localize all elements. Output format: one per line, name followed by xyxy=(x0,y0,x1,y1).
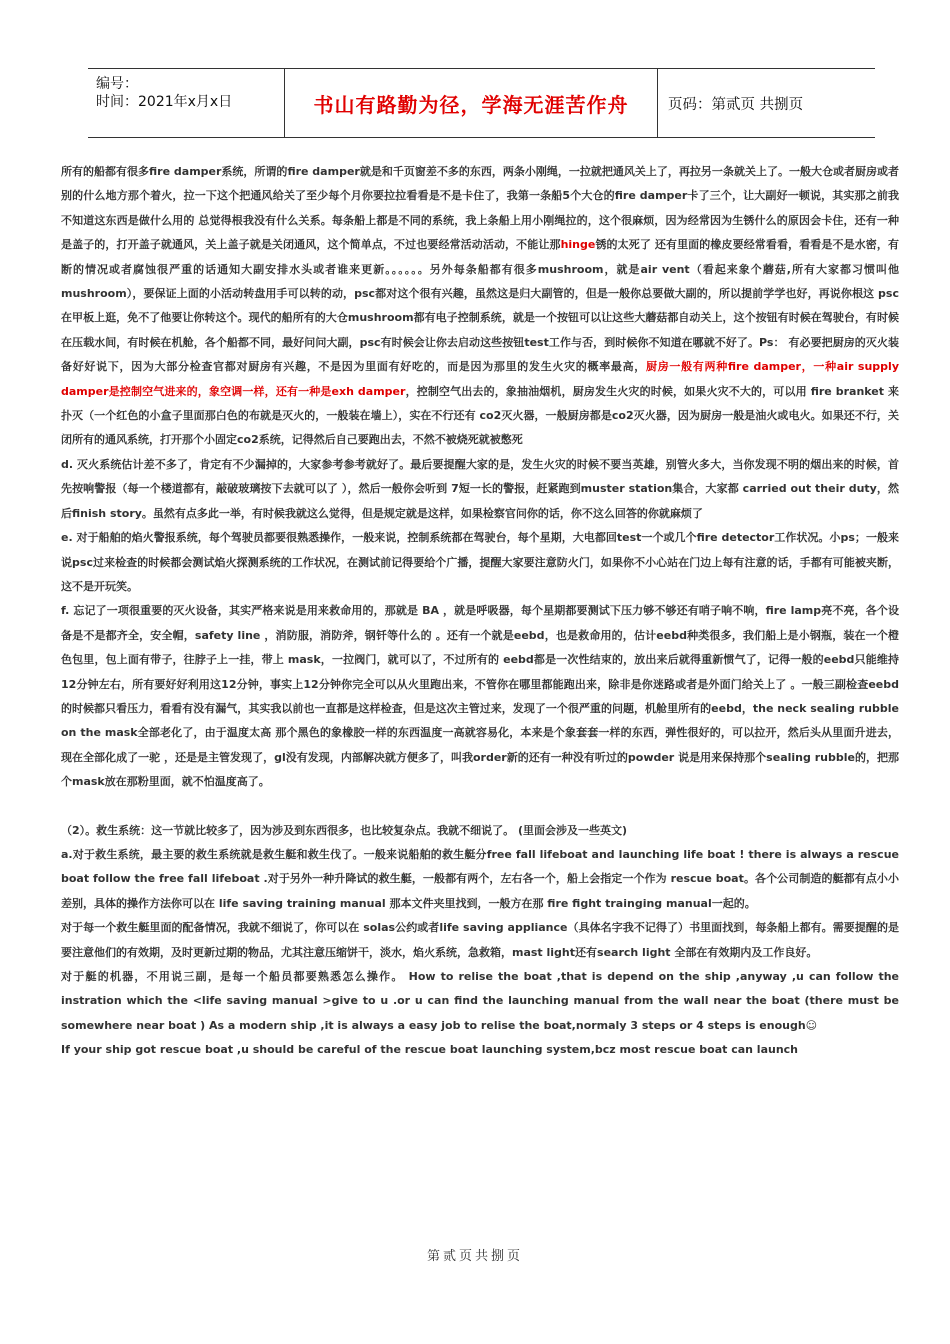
header-motto: 书山有路勤为径，学海无涯苦作舟 xyxy=(313,92,629,117)
body-paragraph xyxy=(61,160,899,453)
body-paragraph xyxy=(61,599,899,794)
document-number-label: 编号： xyxy=(96,76,138,92)
paragraph-text: 对于每一个救生艇里面的配备情况，我就不细说了，你可以在 solas公约或者life saving appliance（具体名字我不记得了）书里面找到，每条船上都有。需要提醒的是要注意他们的有效期，及时更新过期的物品，尤其注意压缩饼干，淡水，焰火系统，急救箱，mast light还有search light 全部在有效期内及工作良好。 xyxy=(61,921,899,959)
paragraph-text: a.对于救生系统，最主要的救生系统就是救生艇和救生伐了。一般来说船舶的救生艇分free fall lifeboat and launching life boat ! there is always a rescue boat follow the free fall lifeboat .对于另外一种升降试的救生艇，一般都有两个，左右各一个，船上会指定一个作为 rescue boat。各个公司制造的艇都有点小小差别，具体的操作方法你可以在 life saving training manual 那本文件夹里找到，一般方在那 fire fight trainging manual一起的。 xyxy=(61,847,899,910)
paragraph-text: 对于艇的机器，不用说三副，是每一个船员都要熟悉怎么操作。 How to relise the boat ,that is depend on the ship ,anyway ,u can follow the instration which the <life saving manual >give to u .or u can find the launching manual from the wall near the boat (there must be somewhere near boat ) As a modern ship ,it is always a easy job to relise the boat,normaly 3 steps or 4 steps is enough☺ xyxy=(61,970,899,1032)
document-body xyxy=(61,160,899,1063)
body-paragraph xyxy=(61,526,899,599)
body-paragraph xyxy=(61,916,899,965)
body-paragraph xyxy=(61,819,899,843)
paragraph-text: 所有的船都有很多fire damper系统，所谓的fire damper就是和千页窗差不多的东西，两条小刚绳，一拉就把通风关上了，再拉另一条就关上了。一般大仓或者厨房或者别的什么地方那个着火，拉一下这个把通风给关了至少每个月你要拉拉看看是不是卡住了，我第一条船5个大仓的fire damper卡了三个，让大副好一顿说，其实那之前我不知道这东西是做什么用的 总觉得根我没有什么关系。每条船上都是不同的系统，我上条船上用小刚绳拉的，这个很麻烦，因为经常因为生锈什么的原因会卡住，还有一种是盖子的，打开盖子就通风，关上盖子就是关闭通风，这个简单点，不过也要经常活动活动，不能让那 xyxy=(61,165,899,252)
document-header-table xyxy=(88,68,875,138)
body-paragraph xyxy=(61,1038,899,1062)
header-meta-cell xyxy=(88,69,285,137)
paragraph-text: ，控制空气出去的，象抽油烟机，厨房发生火灾的时候，如果火灾不大的，可以用 fire branket 来扑灭（一个红色的小盒子里面那白色的布就是灭火的，一般装在墙上），实在不行还有 co2灭火器，一般厨房都是co2灭火器，因为厨房一般是油火或电火。如果还不行，关闭所有的通风系统，打开那个小固定co2系统，记得然后自己要跑出去，不然不被烧死就被憋死 xyxy=(61,384,899,447)
document-date-label: 时间：2021年x月x日 xyxy=(96,94,233,110)
highlighted-text: 厨房一般有两种fire damper，一种air supply damper是控制空气进来的，象空调一样，还有一种是exh damper xyxy=(61,360,899,398)
body-paragraph xyxy=(61,965,899,1038)
header-motto-cell xyxy=(285,69,658,137)
header-page-cell xyxy=(658,69,875,137)
body-paragraph xyxy=(61,843,899,916)
paragraph-text: f. 忘记了一项很重要的灭火设备，其实严格来说是用来救命用的，那就是 BA ，就是呼吸器，每个星期都要测试下压力够不够还有哨子响不响，fire lamp亮不亮，各个设备是不是都齐全，安全帽，safety line ，消防服，消防斧，钢钎等什么的 。还有一个就是eebd，也是救命用的，估计eebd种类很多，我们船上是小钢瓶，装在一个橙色包里，包上面有带子，往脖子上一挂，带上 mask，一拉阀门，就可以了，不过所有的 eebd都是一次性结束的，放出来后就得重新惯气了，记得一般的eebd只能维持12分钟左右，所有要好好利用这12分钟，事实上12分钟你完全可以从火里跑出来，不管你在哪里都能跑出来，除非是你迷路或者是外面门给关上了 。一般三副检查eebd的时候都只看压力，看看有没有漏气，其实我以前也一直都是这样检查，但是这次主管过来，发现了一个很严重的问题，机舱里所有的eebd，the neck sealing rubble on the mask全部老化了，由于温度太高 那个黑色的象橡胶一样的东西温度一高就容易化，本来是个象套套一样的东西，弹性很好的，可以拉开，然后头从里面升进去，现在全部化成了一驼 ，还是是主管发现了，gl没有发现，内部解决就方便多了，叫我order新的还有一种没有听过的powder 说是用来保持那个sealing rubble的，把那个mask放在那粉里面，就不怕温度高了。 xyxy=(61,604,899,789)
paragraph-text: 锈的太死了 还有里面的橡皮要经常看看，看看是不是水密，有断的情况或者腐蚀很严重的话通知大副安排水头或者谁来更新。。。。。。另外每条船都有很多mushroom，就是air vent（看起来象个蘑菇,所有大家都习惯叫他mushroom），要保证上面的小活动转盘用手可以转的动，psc都对这个很有兴趣，虽然这是归大副管的，但是一般你总要做大副的，所以提前学学也好，再说你根这 psc在甲板上逛，免不了他要让你转这个。现代的船所有的大仓mushroom都有电子控制系统，就是一个按钮可以让这些大蘑菇都自动关上，这个按钮有时候在驾驶台，有时候在压载水间，有时候在机舱，各个船都不同，最好问问大副，psc有时候会让你去启动这些按钮test工作与否，到时候你不知道在哪就不好了。Ps： 有必要把厨房的灭火装备好好说下，因为大部分检查官都对厨房有兴趣，不是因为里面有好吃的，而是因为那里的发生火灾的概率最高， xyxy=(61,238,900,374)
page-footer: 第贰页共捌页 xyxy=(426,1249,523,1264)
paragraph-text: If your ship got rescue boat ,u should be careful of the rescue boat launching system,bcz most rescue boat can launch xyxy=(61,1043,799,1057)
highlighted-text: hinge xyxy=(560,238,596,252)
paragraph-text: d. 灭火系统估计差不多了，肯定有不少漏掉的，大家参考参考就好了。最后要提醒大家的是，发生火灾的时候不要当英雄，别管火多大，当你发现不明的烟出来的时候，首先按响警报（每一个楼道都有，敲破玻璃按下去就可以了 ），然后一般你会听到 7短一长的警报，赶紧跑到muster station集合，大家都 carried out their duty，然后finish story。虽然有点多此一举，有时候我就这么觉得，但是规定就是这样，如果检察官问你的话，你不这么回答的你就麻烦了 xyxy=(61,457,899,520)
paragraph-text: （2）。救生系统：这一节就比较多了，因为涉及到东西很多，也比较复杂点。我就不细说了。 (里面会涉及一些英文) xyxy=(61,823,628,837)
body-paragraph xyxy=(61,453,899,526)
paragraph-text: e. 对于船舶的焰火警报系统，每个驾驶员都要很熟悉操作，一般来说，控制系统都在驾驶台，每个星期，大电都回test一个或几个fire detector工作状况。小ps；一般来说psc过来检查的时候都会测试焰火探测系统的工作状况，在测试前记得要给个广播，提醒大家要注意防火门，如果你不小心站在门边上每有注意的话，手都有可能被夹断，这不是开玩笑。 xyxy=(61,531,899,593)
header-page-code: 页码：第贰页 共捌页 xyxy=(668,96,804,113)
